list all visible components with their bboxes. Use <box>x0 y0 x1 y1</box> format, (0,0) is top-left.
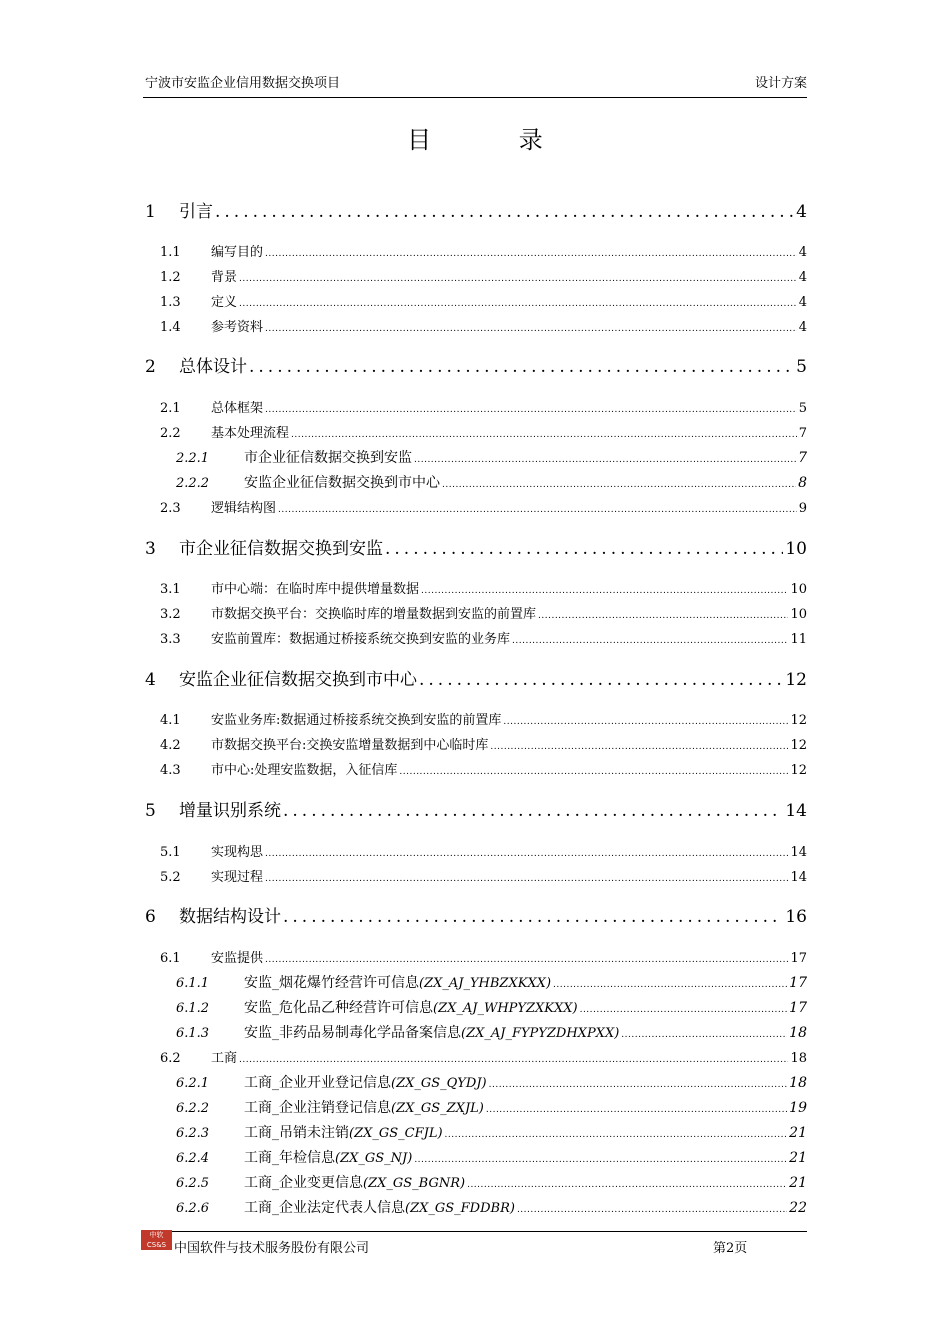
toc-entry-number: 2.2.1 <box>176 451 210 466</box>
toc-entry-leader <box>265 324 797 334</box>
toc-entry-page: 7 <box>798 426 807 441</box>
toc-entry-title: 逻辑结构图 <box>211 501 277 516</box>
toc-entry[interactable] <box>160 316 807 335</box>
toc-entry-leader <box>291 430 797 440</box>
toc-entry-title: 市企业征信数据交换到安监 <box>179 539 383 559</box>
toc-entry-title: 市企业征信数据交换到安监 <box>244 450 412 466</box>
toc-entry-title: 工商_企业变更信息 <box>244 1175 363 1191</box>
toc-entry[interactable] <box>160 422 807 441</box>
toc-entry-number: 4 <box>145 670 156 690</box>
header-divider <box>143 97 807 98</box>
toc-entry[interactable] <box>145 352 807 377</box>
toc-entry-leader <box>239 299 797 309</box>
toc-entry-page: 10 <box>790 607 807 622</box>
toc-entry-title: 安监_危化品乙种经营许可信息 <box>244 1000 433 1016</box>
toc-entry-table-code: (ZX_GS_FDDBR) <box>405 1201 515 1216</box>
toc-entry[interactable] <box>145 796 807 821</box>
toc-entry-page: 10 <box>790 582 807 597</box>
toc-entry-title: 背景 <box>211 270 238 285</box>
toc-entry-table-code: (ZX_GS_QYDJ) <box>391 1076 487 1091</box>
toc-entry-number: 1.1 <box>160 245 181 260</box>
toc-entry[interactable] <box>160 578 807 597</box>
toc-entry[interactable] <box>176 447 807 467</box>
toc-entry-page: 18 <box>789 1075 807 1091</box>
toc-entry-number: 2.1 <box>160 401 181 416</box>
toc-entry[interactable] <box>145 665 807 690</box>
toc-entry-page: 14 <box>785 801 807 821</box>
header-doc-type: 设计方案 <box>754 76 807 91</box>
toc-entry-page: 7 <box>798 450 807 466</box>
toc-entry-leader <box>553 980 787 990</box>
toc-entry-leader <box>538 611 788 621</box>
toc-entry-leader <box>265 249 797 259</box>
toc-entry[interactable] <box>160 497 807 516</box>
toc-entry-title: 安监_烟花爆竹经营许可信息 <box>244 975 419 991</box>
toc-entry[interactable] <box>176 472 807 492</box>
toc-entry-title: 工商_吊销未注销 <box>244 1125 349 1141</box>
toc-entry-leader <box>442 480 796 490</box>
toc-entry-number: 2.2.2 <box>176 476 210 491</box>
toc-entry-leader <box>385 539 783 559</box>
toc-entry[interactable] <box>176 1122 807 1142</box>
toc-entry-title: 安监企业征信数据交换到市中心 <box>244 475 440 491</box>
toc-entry-number: 2.2 <box>160 426 181 441</box>
toc-entry-number: 3.3 <box>160 632 181 647</box>
toc-entry[interactable] <box>176 1197 807 1217</box>
toc-entry-page: 12 <box>790 713 807 728</box>
toc-entry-leader <box>283 801 783 821</box>
toc-entry[interactable] <box>176 1072 807 1092</box>
toc-entry-page: 21 <box>789 1175 807 1191</box>
toc-entry-page: 4 <box>798 295 807 310</box>
toc-entry-title: 编写目的 <box>211 245 264 260</box>
toc-entry-number: 1.2 <box>160 270 181 285</box>
toc-entry-title: 实现构思 <box>211 845 264 860</box>
toc-entry[interactable] <box>160 947 807 966</box>
toc-entry[interactable] <box>145 902 807 927</box>
toc-entry[interactable] <box>160 628 807 647</box>
toc-entry-title: 安监_非药品易制毒化学品备案信息 <box>244 1025 461 1041</box>
toc-entry-page: 14 <box>790 845 807 860</box>
toc-entry-page: 17 <box>790 951 807 966</box>
toc-entry-number: 5.1 <box>160 845 181 860</box>
toc-entry[interactable] <box>160 291 807 310</box>
toc-entry-page: 19 <box>789 1100 807 1116</box>
footer-divider <box>143 1231 807 1232</box>
toc-entry-leader <box>414 455 796 465</box>
toc-entry-number: 6.1 <box>160 951 181 966</box>
toc-entry-page: 12 <box>790 763 807 778</box>
toc-entry-title: 工商_年检信息 <box>244 1150 335 1166</box>
toc-entry-table-code: (ZX_GS_ZXJL) <box>391 1101 484 1116</box>
toc-entry-page: 18 <box>790 1051 807 1066</box>
toc-entry-number: 1 <box>145 202 156 222</box>
toc-entry-page: 18 <box>789 1025 807 1041</box>
toc-entry-number: 3 <box>145 539 156 559</box>
toc-entry-leader <box>512 636 788 646</box>
toc-entry-leader <box>503 717 788 727</box>
toc-entry-title: 安监前置库：数据通过桥接系统交换到安监的业务库 <box>211 632 511 647</box>
toc-entry-page: 10 <box>785 539 807 559</box>
toc-entry-leader <box>239 1055 788 1065</box>
toc-entry-title: 市中心:处理安监数据，入征信库 <box>211 763 398 778</box>
toc-entry-leader <box>580 1005 788 1015</box>
toc-entry-title: 工商_企业开业登记信息 <box>244 1075 391 1091</box>
toc-entry-number: 6.1.2 <box>176 1001 210 1016</box>
toc-entry[interactable] <box>160 709 807 728</box>
toc-entry-table-code: (ZX_AJ_WHPYZXKXX) <box>433 1001 578 1016</box>
toc-entry[interactable] <box>176 1172 807 1192</box>
toc-entry-leader <box>399 767 788 777</box>
toc-entry-number: 6.1.1 <box>176 976 210 991</box>
toc-entry-title: 安监业务库:数据通过桥接系统交换到安监的前置库 <box>211 713 502 728</box>
toc-entry-page: 12 <box>790 738 807 753</box>
toc-entry-page: 4 <box>798 245 807 260</box>
toc-entry-number: 6.2.1 <box>176 1076 210 1091</box>
toc-entry-number: 2 <box>145 357 156 377</box>
toc-entry[interactable] <box>145 197 807 222</box>
toc-entry-number: 4.1 <box>160 713 181 728</box>
toc-entry[interactable] <box>160 241 807 260</box>
toc-entry-page: 12 <box>785 670 807 690</box>
toc-entry[interactable] <box>145 534 807 559</box>
toc-entry-number: 2.3 <box>160 501 181 516</box>
toc-entry-title: 参考资料 <box>211 320 264 335</box>
toc-entry-title: 基本处理流程 <box>211 426 290 441</box>
toc-entry-table-code: (ZX_GS_BGNR) <box>363 1176 466 1191</box>
toc-entry-leader <box>486 1105 787 1115</box>
toc-entry-title: 数据结构设计 <box>179 907 281 927</box>
toc-entry-title: 实现过程 <box>211 870 264 885</box>
toc-entry[interactable] <box>176 972 807 992</box>
toc-entry-title: 安监提供 <box>211 951 264 966</box>
toc-entry-table-code: (ZX_AJ_FYPYZDHXPXX) <box>461 1026 620 1041</box>
toc-entry-number: 6.2.2 <box>176 1101 210 1116</box>
toc-entry-table-code: (ZX_AJ_YHBZXKXX) <box>419 976 552 991</box>
page-title: 目 录 <box>407 126 583 154</box>
toc-entry[interactable] <box>160 266 807 285</box>
toc-entry-leader <box>249 357 794 377</box>
toc-entry-page: 4 <box>798 270 807 285</box>
toc-entry-number: 3.1 <box>160 582 181 597</box>
toc-entry-number: 5.2 <box>160 870 181 885</box>
toc-entry-leader <box>445 1130 788 1140</box>
toc-entry-title: 安监企业征信数据交换到市中心 <box>179 670 417 690</box>
company-logo: 中软 CS&S <box>141 1230 172 1250</box>
toc-entry-title: 定义 <box>211 295 238 310</box>
toc-entry-leader <box>414 1155 787 1165</box>
toc-entry-page: 17 <box>789 1000 807 1016</box>
footer-company: 中国软件与技术服务股份有限公司 <box>174 1241 370 1256</box>
toc-entry-leader <box>421 586 788 596</box>
toc-entry[interactable] <box>160 397 807 416</box>
toc-entry-leader <box>283 907 783 927</box>
toc-entry[interactable] <box>176 997 807 1017</box>
toc-entry-leader <box>265 849 788 859</box>
toc-entry-table-code: (ZX_GS_CFJL) <box>349 1126 443 1141</box>
toc-entry[interactable] <box>176 1022 807 1042</box>
toc-entry[interactable] <box>160 866 807 885</box>
toc-entry-number: 6.2 <box>160 1051 181 1066</box>
toc-entry-title: 市中心端：在临时库中提供增量数据 <box>211 582 420 597</box>
toc-entry-leader <box>265 874 788 884</box>
toc-entry-title: 总体框架 <box>211 401 264 416</box>
toc-entry-number: 6.2.4 <box>176 1151 210 1166</box>
toc-entry-leader <box>419 670 783 690</box>
toc-entry-page: 5 <box>796 357 807 377</box>
toc-entry-title: 市数据交换平台:交换安监增量数据到中心临时库 <box>211 738 489 753</box>
toc-entry-page: 21 <box>789 1125 807 1141</box>
toc-entry-page: 16 <box>785 907 807 927</box>
toc-entry-number: 6.2.5 <box>176 1176 210 1191</box>
toc-entry[interactable] <box>160 734 807 753</box>
toc-entry[interactable] <box>176 1097 807 1117</box>
toc-entry-page: 17 <box>789 975 807 991</box>
toc-entry-table-code: (ZX_GS_NJ) <box>335 1151 413 1166</box>
toc-entry-leader <box>278 505 797 515</box>
toc-entry[interactable] <box>160 841 807 860</box>
toc-entry-title: 引言 <box>179 202 213 222</box>
toc-entry-leader <box>265 405 797 415</box>
toc-entry-page: 22 <box>789 1200 807 1216</box>
toc-entry-page: 11 <box>790 632 807 647</box>
toc-entry-number: 6.2.3 <box>176 1126 210 1141</box>
toc-entry-leader <box>517 1205 787 1215</box>
toc-entry-page: 14 <box>790 870 807 885</box>
toc-entry-title: 工商_企业注销登记信息 <box>244 1100 391 1116</box>
toc-entry-number: 6.1.3 <box>176 1026 210 1041</box>
toc-entry-title: 增量识别系统 <box>179 801 281 821</box>
toc-entry-leader <box>215 202 794 222</box>
toc-entry-title: 工商_企业法定代表人信息 <box>244 1200 405 1216</box>
toc-entry-title: 总体设计 <box>179 357 247 377</box>
toc-entry-page: 4 <box>796 202 807 222</box>
toc-entry-leader <box>489 1080 788 1090</box>
toc-entry-number: 3.2 <box>160 607 181 622</box>
toc-entry-leader <box>490 742 788 752</box>
toc-entry-leader <box>621 1030 787 1040</box>
toc-entry-page: 5 <box>798 401 807 416</box>
footer-page-number: 第2页 <box>713 1241 748 1256</box>
header-project-name: 宁波市安监企业信用数据交换项目 <box>145 76 341 91</box>
toc-entry[interactable] <box>176 1147 807 1167</box>
toc-entry[interactable] <box>160 603 807 622</box>
toc-entry-number: 4.2 <box>160 738 181 753</box>
toc-entry-page: 8 <box>798 475 807 491</box>
toc-entry-number: 6.2.6 <box>176 1201 210 1216</box>
toc-entry-page: 21 <box>789 1150 807 1166</box>
toc-entry-number: 5 <box>145 801 156 821</box>
toc-entry-title: 市数据交换平台：交换临时库的增量数据到安监的前置库 <box>211 607 537 622</box>
toc-entry[interactable] <box>160 759 807 778</box>
toc-entry-number: 1.4 <box>160 320 181 335</box>
toc-entry-page: 9 <box>798 501 807 516</box>
toc-entry-title: 工商 <box>211 1051 238 1066</box>
toc-entry[interactable] <box>160 1047 807 1066</box>
toc-entry-number: 1.3 <box>160 295 181 310</box>
toc-entry-leader <box>467 1180 787 1190</box>
toc-entry-number: 6 <box>145 907 156 927</box>
toc-entry-page: 4 <box>798 320 807 335</box>
toc-entry-leader <box>265 955 788 965</box>
toc-entry-number: 4.3 <box>160 763 181 778</box>
toc-entry-leader <box>239 274 797 284</box>
